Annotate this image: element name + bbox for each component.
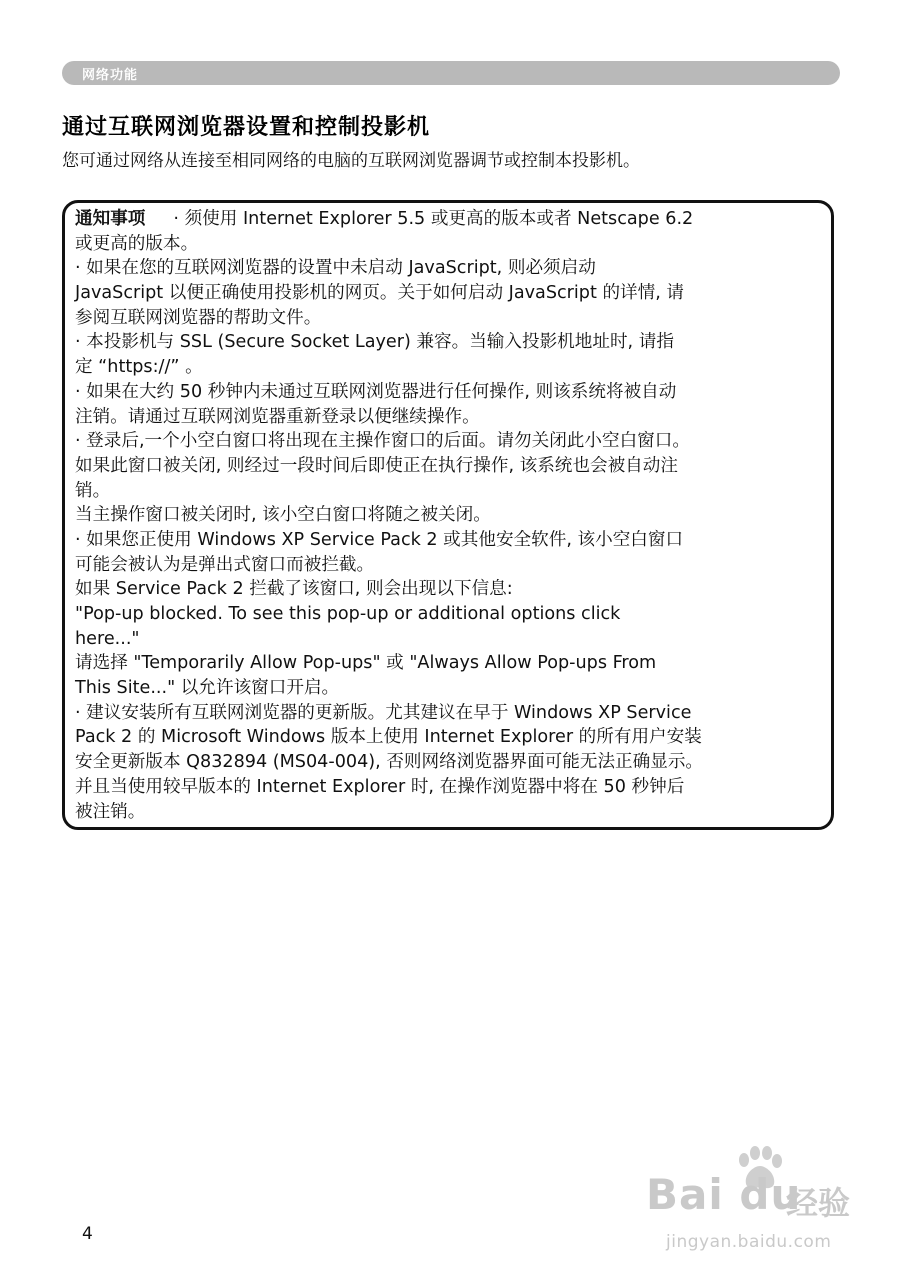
notice-line: 可能会被认为是弹出式窗口而被拦截。 <box>75 554 375 575</box>
intro-paragraph: 您可通过网络从连接至相同网络的电脑的互联网浏览器调节或控制本投影机。 <box>62 151 640 171</box>
watermark-url: jingyan.baidu.com <box>666 1232 832 1252</box>
notice-box <box>62 200 834 830</box>
notice-line: · 本投影机与 SSL (Secure Socket Layer) 兼容。当输入投影机地址时, 请指 <box>75 332 674 353</box>
notice-line: here..." <box>75 628 140 649</box>
notice-line: · 如果您正使用 Windows XP Service Pack 2 或其他安全软件, 该小空白窗口 <box>75 529 684 550</box>
notice-text <box>75 207 827 824</box>
notice-line: 当主操作窗口被关闭时, 该小空白窗口将随之被关闭。 <box>75 505 491 526</box>
baidu-watermark <box>636 1138 866 1278</box>
notice-title: 通知事项 <box>75 209 146 229</box>
notice-line: · 如果在您的互联网浏览器的设置中未启动 JavaScript, 则必须启动 <box>75 258 596 279</box>
notice-line: 并且当使用较早版本的 Internet Explorer 时, 在操作浏览器中将在 50 秒钟后 <box>75 776 685 797</box>
section-header-label: 网络功能 <box>82 68 139 83</box>
notice-line: This Site..." 以允许该窗口开启。 <box>75 678 340 699</box>
notice-line: 或更高的版本。 <box>75 233 199 254</box>
watermark-cn: 经验 <box>786 1184 851 1222</box>
notice-line: "Pop-up blocked. To see this pop-up or additional options click <box>75 604 621 624</box>
notice-line: · 如果在大约 50 秒钟内未通过互联网浏览器进行任何操作, 则该系统将被自动 <box>75 381 677 402</box>
notice-line: 定 “https://” 。 <box>75 357 203 378</box>
notice-line: · 登录后,一个小空白窗口将出现在主操作窗口的后面。请勿关闭此小空白窗口。 <box>75 431 690 452</box>
section-header-bar <box>62 61 840 85</box>
notice-line-text: · 须使用 Internet Explorer 5.5 或更高的版本或者 Netscape 6.2 <box>173 209 694 229</box>
notice-line: 被注销。 <box>75 801 146 822</box>
notice-line: · 建议安装所有互联网浏览器的更新版。尤其建议在早于 Windows XP Service <box>75 702 692 723</box>
notice-line: 参阅互联网浏览器的帮助文件。 <box>75 307 322 328</box>
notice-line: 如果 Service Pack 2 拦截了该窗口, 则会出现以下信息: <box>75 579 513 600</box>
notice-line: Pack 2 的 Microsoft Windows 版本上使用 Internet Explorer 的所有用户安装 <box>75 727 702 748</box>
notice-line: 请选择 "Temporarily Allow Pop-ups" 或 "Always Allow Pop-ups From <box>75 653 657 674</box>
notice-line: 销。 <box>75 480 111 501</box>
page-title: 通过互联网浏览器设置和控制投影机 <box>62 115 431 140</box>
notice-line: JavaScript 以便正确使用投影机的网页。关于如何启动 JavaScript 的详情, 请 <box>75 283 685 304</box>
notice-line: 安全更新版本 Q832894 (MS04-004), 否则网络浏览器界面可能无法正确显示。 <box>75 752 704 773</box>
notice-first-line <box>75 207 827 232</box>
notice-line: 如果此窗口被关闭, 则经过一段时间后即使正在执行操作, 该系统也会被自动注 <box>75 455 678 476</box>
notice-line: 注销。请通过互联网浏览器重新登录以便继续操作。 <box>75 406 480 427</box>
watermark-brand: Bai du <box>646 1170 802 1219</box>
page-number: 4 <box>82 1224 93 1244</box>
